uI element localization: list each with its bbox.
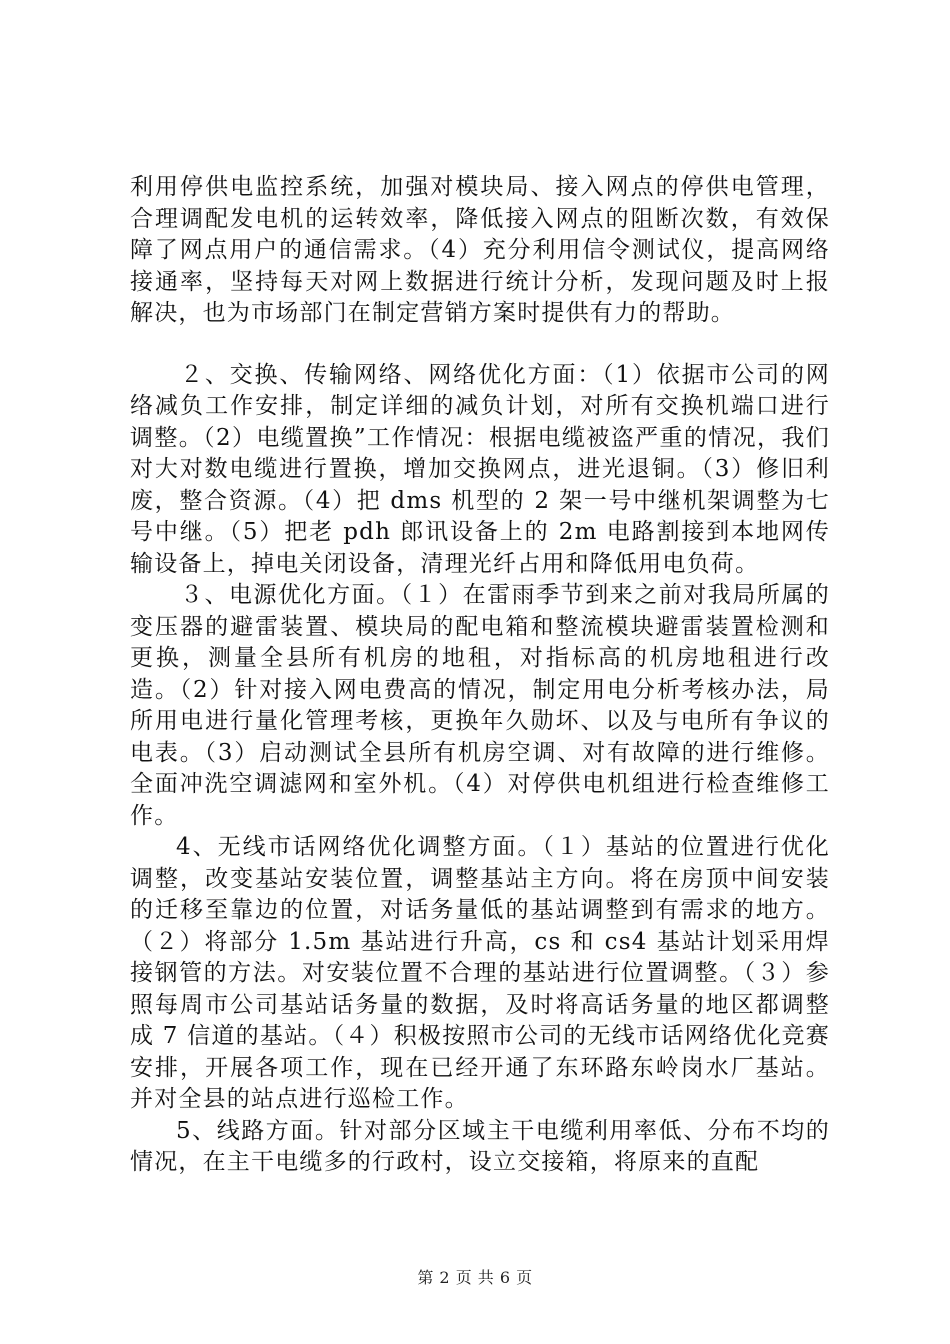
paragraph-4: 4、无线市话网络优化调整方面。（１）基站的位置进行优化调整，改变基站安装位置，调整基站主方向。将在房顶中间安装的迁移至靠边的位置，对话务量低的基站调整到有需求的地方。（２）将部分 1.5m 基站进行升高，cs 和 cs4 基站计划采用焊接钢管的方法。对安装位置不合理的基站进行位置调整。（３）参照每周市公司基站话务量的数据，及时将高话务量的地区都调整成 7 信道的基站。（４）积极按照市公司的无线市话网络优化竞赛安排，开展各项工作，现在已经开通了东环路东岭岗水厂基站。并对全县的站点进行巡检工作。 — [130, 834, 830, 1112]
paragraph-5: 5、线路方面。针对部分区域主干电缆利用率低、分布不均的情况，在主干电缆多的行政村，设立交接箱，将原来的直配 — [130, 1117, 830, 1175]
paragraph-1: 利用停供电监控系统，加强对模块局、接入网点的停供电管理，合理调配发电机的运转效率，降低接入网点的阻断次数，有效保障了网点用户的通信需求。（4）充分利用信令测试仪，提高网络接通率，坚持每天对网上数据进行统计分析，发现问题及时上报解决，也为市场部门在制定营销方案时提供有力的帮助。 — [130, 174, 830, 326]
paragraph-3: ３、电源优化方面。（１）在雷雨季节到来之前对我局所属的变压器的避雷装置、模块局的配电箱和整流模块避雷装置检测和更换，测量全县所有机房的地租，对指标高的机房地租进行改造。（2）针对接入网电费高的情况，制定用电分析考核办法，局所用电进行量化管理考核，更换年久勋坏、以及与电所有争议的电表。（3）启动测试全县所有机房空调、对有故障的进行维修。全面冲洗空调滤网和室外机。（4）对停供电机组进行检查维修工作。 — [130, 582, 830, 829]
paragraph-2: ２、交换、传输网络、网络优化方面：（1）依据市公司的网络减负工作安排，制定详细的减负计划，对所有交换机端口进行调整。（2）电缆置换”工作情况：根据电缆被盗严重的情况，我们对大对数电缆进行置换，增加交换网点，进光退铜。（3）修旧利废，整合资源。（4）把 dms 机型的 2 架一号中继机架调整为七号中继。（5）把老 pdh 郎讯设备上的 2m 电路割接到本地网传输设备上，掉电关闭设备，清理光纤占用和降低用电负荷。 — [130, 361, 830, 577]
body-text — [130, 172, 830, 1179]
page-footer: 第 2 页 共 6 页 — [417, 1268, 533, 1287]
